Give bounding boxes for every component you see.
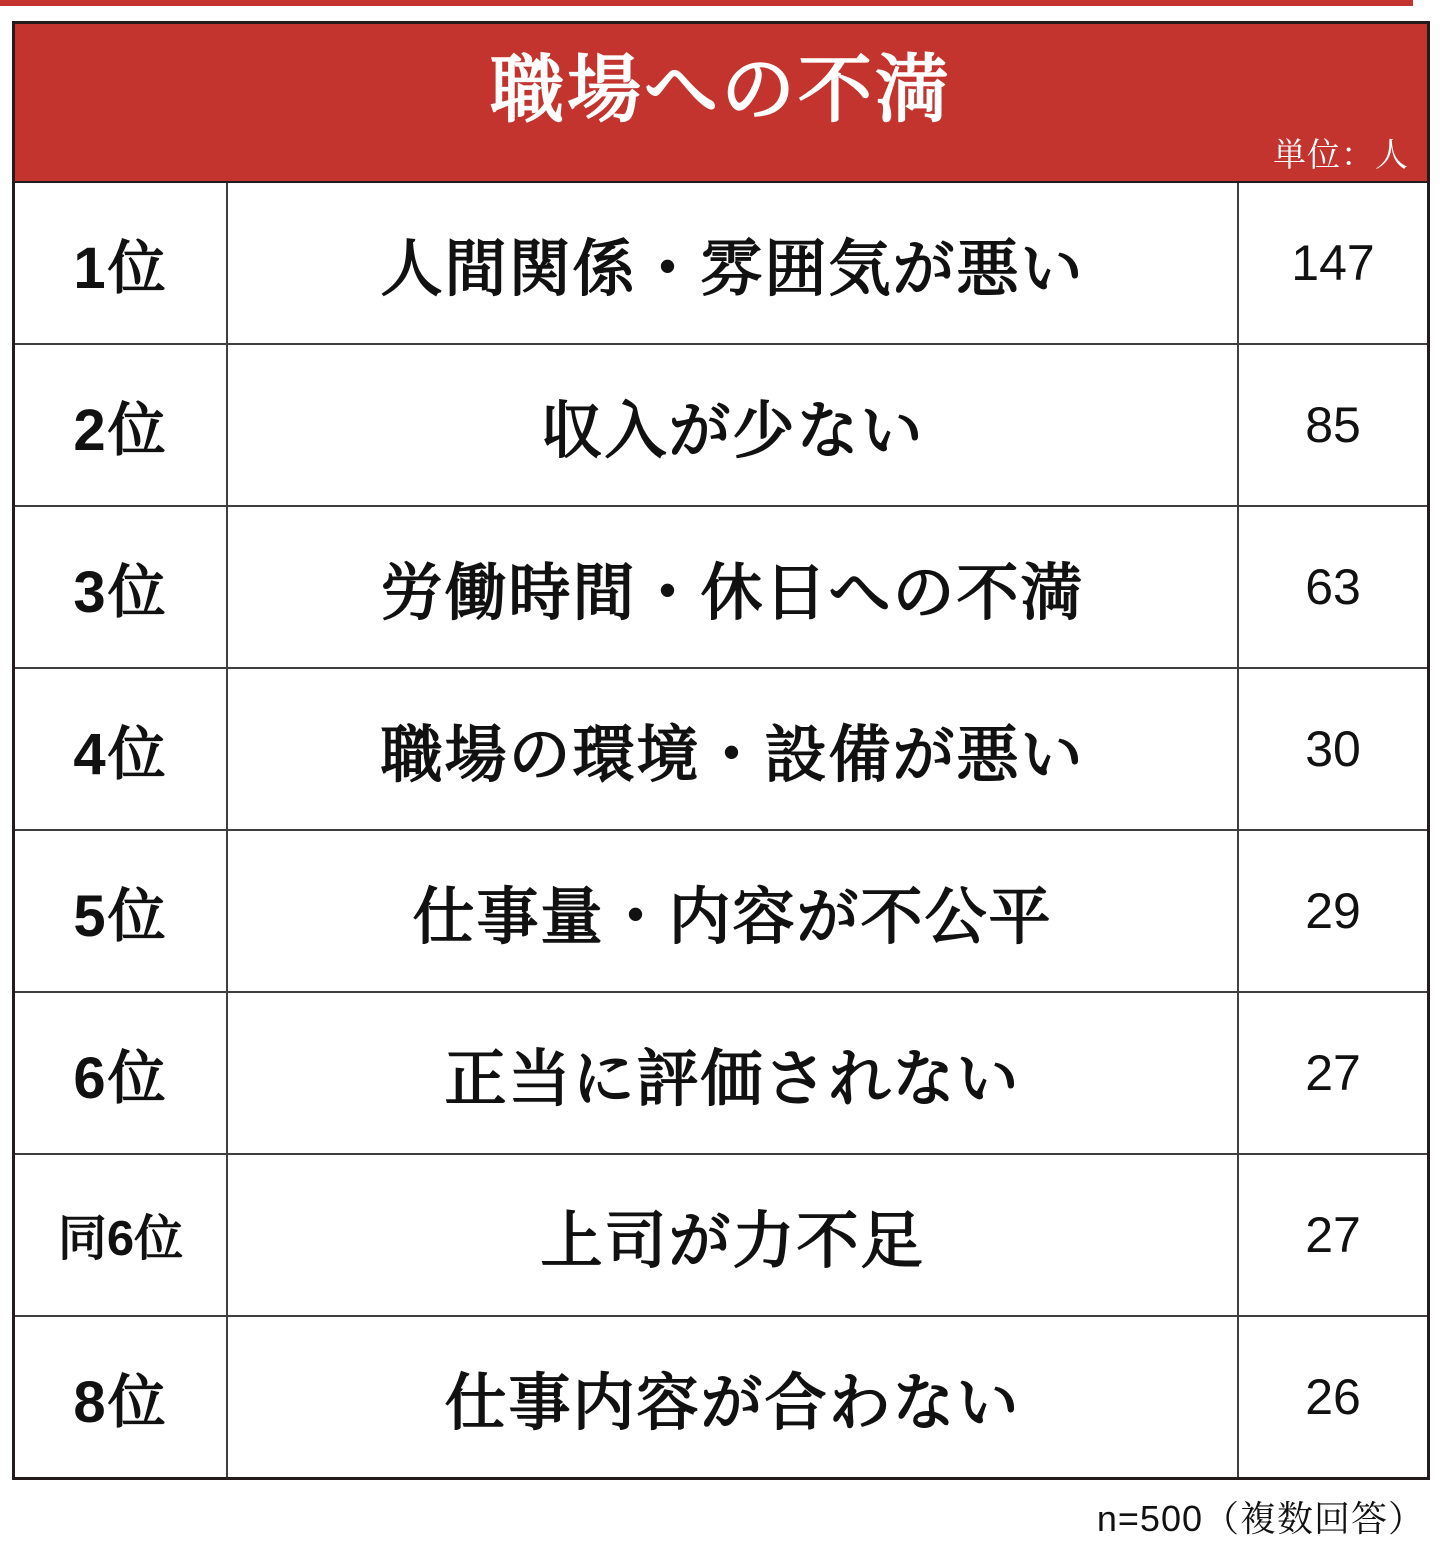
item-cell: 仕事内容が合わない bbox=[444, 1368, 1021, 1438]
item-cell: 正当に評価されない bbox=[444, 1044, 1021, 1114]
item-cell: 労働時間・休日への不満 bbox=[380, 558, 1085, 628]
value-cell: 63 bbox=[1237, 507, 1427, 667]
unit-label: 単位：人 bbox=[1273, 136, 1409, 173]
table-row bbox=[15, 991, 1427, 1153]
item-cell: 人間関係・雰囲気が悪い bbox=[380, 234, 1085, 304]
rank-cell: 1位 bbox=[15, 183, 228, 343]
ranking-table bbox=[12, 21, 1430, 1480]
value-cell: 26 bbox=[1237, 1317, 1427, 1477]
value-cell: 27 bbox=[1237, 993, 1427, 1153]
rank-cell: 8位 bbox=[15, 1317, 228, 1477]
rank-cell: 同6位 bbox=[15, 1155, 228, 1315]
value-cell: 85 bbox=[1237, 345, 1427, 505]
top-banner-strip bbox=[0, 0, 1413, 6]
sample-size-note: n=500（複数回答） bbox=[1096, 1498, 1425, 1539]
table-row bbox=[15, 1153, 1427, 1315]
table-row bbox=[15, 343, 1427, 505]
table-row bbox=[15, 183, 1427, 343]
rank-cell: 2位 bbox=[15, 345, 228, 505]
table-title: 職場への不満 bbox=[490, 47, 952, 131]
table-row bbox=[15, 829, 1427, 991]
rank-cell: 6位 bbox=[15, 993, 228, 1153]
item-cell: 収入が少ない bbox=[540, 396, 925, 466]
rank-cell: 3位 bbox=[15, 507, 228, 667]
item-cell: 上司が力不足 bbox=[540, 1206, 925, 1276]
table-header bbox=[15, 24, 1427, 183]
value-cell: 30 bbox=[1237, 669, 1427, 829]
value-cell: 147 bbox=[1237, 183, 1427, 343]
table-row bbox=[15, 1315, 1427, 1477]
rank-cell: 4位 bbox=[15, 669, 228, 829]
table-row bbox=[15, 667, 1427, 829]
rank-cell: 5位 bbox=[15, 831, 228, 991]
item-cell: 職場の環境・設備が悪い bbox=[380, 720, 1085, 790]
value-cell: 29 bbox=[1237, 831, 1427, 991]
item-cell: 仕事量・内容が不公平 bbox=[412, 882, 1053, 952]
value-cell: 27 bbox=[1237, 1155, 1427, 1315]
table-row bbox=[15, 505, 1427, 667]
